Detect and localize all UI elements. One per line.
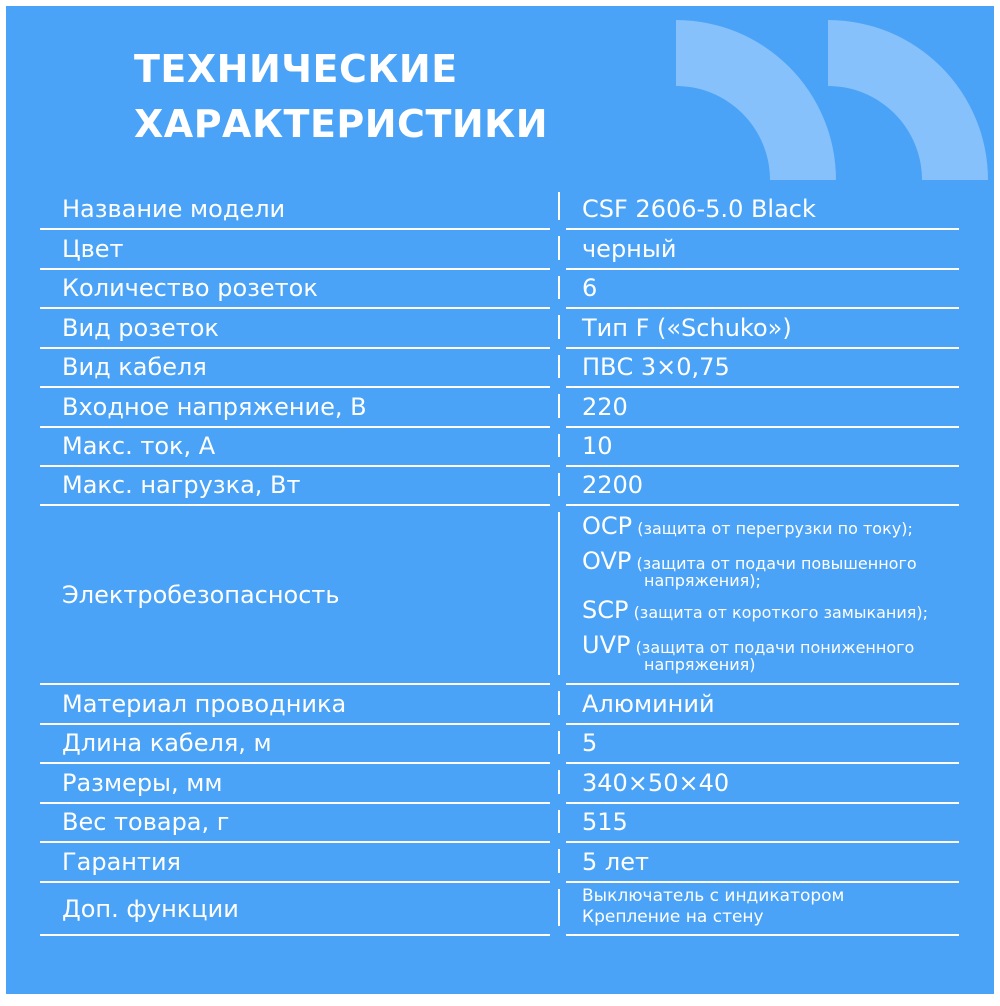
- row-divider: [566, 762, 959, 764]
- safety-item-ovp: [582, 547, 917, 590]
- row-divider: [40, 386, 550, 388]
- spec-label: Макс. ток, А: [62, 432, 216, 460]
- spec-value: 5: [582, 729, 598, 757]
- spec-label: Длина кабеля, м: [62, 729, 272, 757]
- spec-label: Цвет: [62, 235, 124, 263]
- column-separator: [558, 731, 560, 754]
- column-separator: [558, 691, 560, 715]
- spec-value: Тип F («Schuko»): [582, 314, 792, 342]
- spec-value: 515: [582, 808, 628, 836]
- closing-quote-icon: [676, 20, 988, 180]
- spec-label: Входное напряжение, В: [62, 393, 367, 421]
- row-divider: [566, 802, 959, 804]
- column-separator: [558, 315, 560, 339]
- row-divider: [566, 386, 959, 388]
- row-divider: [40, 841, 550, 843]
- column-separator: [558, 889, 560, 926]
- spec-label: Вид розеток: [62, 314, 219, 342]
- spec-value: 2200: [582, 471, 644, 499]
- row-divider: [566, 228, 959, 230]
- safety-note-continued: напряжения);: [644, 571, 761, 590]
- column-separator: [558, 770, 560, 794]
- spec-value: 6: [582, 274, 598, 302]
- spec-value: 10: [582, 432, 613, 460]
- spec-value: CSF 2606-5.0 Black: [582, 195, 816, 223]
- safety-code: OVP: [582, 547, 632, 575]
- row-divider: [566, 347, 959, 349]
- safety-label: Электробезопасность: [62, 581, 340, 609]
- spec-label: Материал проводника: [62, 690, 347, 718]
- safety-code: UVP: [582, 631, 631, 659]
- spec-value: 5 лет: [582, 848, 649, 876]
- extra-line-switch: Выключатель с индикатором: [582, 886, 845, 906]
- row-divider: [40, 881, 550, 883]
- row-divider: [566, 465, 959, 467]
- spec-value: ПВС 3×0,75: [582, 353, 730, 381]
- column-separator: [558, 434, 560, 457]
- spec-label: Вес товара, г: [62, 808, 230, 836]
- title-line-1: ТЕХНИЧЕСКИЕ: [134, 47, 458, 91]
- row-divider: [566, 723, 959, 725]
- safety-note: (защита от короткого замыкания);: [633, 603, 929, 622]
- page-title: [134, 42, 548, 152]
- safety-note-continued: напряжения): [644, 655, 756, 674]
- column-separator: [558, 849, 560, 873]
- row-divider: [566, 683, 959, 685]
- row-divider: [566, 268, 959, 270]
- spec-label: Количество розеток: [62, 274, 318, 302]
- column-separator: [558, 276, 560, 299]
- safety-code: OCP: [582, 512, 633, 540]
- row-divider: [566, 504, 959, 506]
- spec-label: Гарантия: [62, 848, 181, 876]
- row-divider: [566, 881, 959, 883]
- spec-value: Алюминий: [582, 690, 715, 718]
- row-divider: [40, 934, 550, 936]
- safety-code: SCP: [582, 596, 629, 624]
- spec-label: Макс. нагрузка, Вт: [62, 471, 301, 499]
- row-divider: [40, 307, 550, 309]
- row-divider: [566, 426, 959, 428]
- spec-label: Размеры, мм: [62, 769, 223, 797]
- row-divider: [40, 723, 550, 725]
- safety-note: (защита от перегрузки по току);: [637, 519, 913, 538]
- row-divider: [40, 228, 550, 230]
- column-separator: [558, 394, 560, 418]
- spec-value: черный: [582, 235, 677, 263]
- safety-note: (защита от подачи пониженного: [635, 638, 915, 657]
- column-separator: [558, 473, 560, 496]
- row-divider: [566, 841, 959, 843]
- safety-item-uvp: [582, 631, 915, 674]
- extra-label: Доп. функции: [62, 895, 239, 923]
- spec-sheet: [6, 6, 994, 994]
- safety-item-ocp: [582, 512, 913, 540]
- row-divider: [40, 504, 550, 506]
- safety-note: (защита от подачи повышенного: [636, 554, 917, 573]
- column-separator: [558, 355, 560, 378]
- column-separator: [558, 810, 560, 833]
- column-separator: [558, 236, 560, 260]
- safety-item-scp: [582, 596, 928, 624]
- row-divider: [40, 465, 550, 467]
- row-divider: [40, 762, 550, 764]
- spec-value: 340×50×40: [582, 769, 730, 797]
- row-divider: [40, 347, 550, 349]
- spec-label: Название модели: [62, 195, 286, 223]
- spec-label: Вид кабеля: [62, 353, 207, 381]
- extra-values: [582, 886, 844, 928]
- row-divider: [566, 307, 959, 309]
- column-separator: [558, 192, 560, 220]
- spec-value: 220: [582, 393, 628, 421]
- row-divider: [40, 683, 550, 685]
- title-line-2: ХАРАКТЕРИСТИКИ: [134, 102, 549, 146]
- row-divider: [40, 268, 550, 270]
- column-separator: [558, 512, 560, 675]
- row-divider: [40, 426, 550, 428]
- row-divider: [566, 934, 959, 936]
- extra-line-mount: Крепление на стену: [582, 907, 764, 927]
- row-divider: [40, 802, 550, 804]
